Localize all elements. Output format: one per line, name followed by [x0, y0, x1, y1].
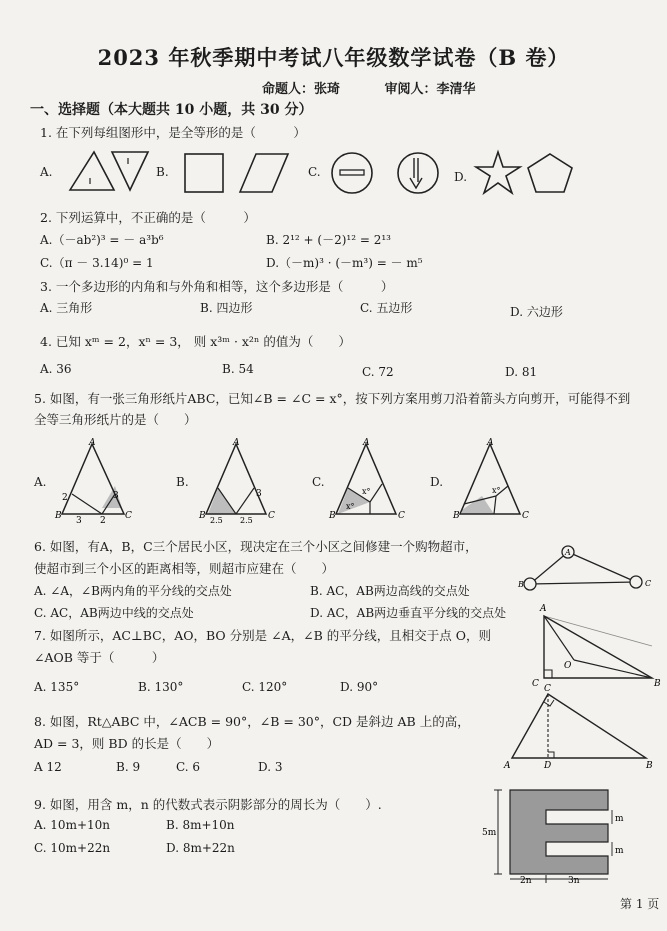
q6-stem-line2: 使超市到三个小区的距离相等，则超市应建在（ ）: [34, 561, 335, 576]
q9-figure: [476, 784, 636, 884]
q4-stem: 4. 已知 xᵐ = 2，xⁿ = 3， 则 x³ᵐ · x²ⁿ 的值为（ ）: [40, 334, 351, 349]
q9-option-d: D. 8m+22n: [166, 841, 235, 855]
q8-label-d: D: [544, 761, 552, 771]
section-heading: 一、选择题（本大题共 10 小题，共 30 分）: [30, 102, 313, 118]
q5a-label-4: 2: [100, 516, 106, 526]
q5d-label-apex: A: [487, 438, 494, 448]
q3-option-c: C. 五边形: [360, 301, 413, 315]
q7-stem-line2: ∠AOB 等于（ ）: [34, 650, 165, 665]
q5b-label-left: B: [199, 511, 206, 521]
q7-option-d: D. 90°: [340, 680, 379, 694]
q5-figure-b: [196, 436, 276, 524]
q9-label-m1: m: [615, 814, 624, 824]
q5b-label-3: 3: [256, 489, 262, 499]
q9-stem: 9. 如图，用含 m，n 的代数式表示阴影部分的周长为（ ）.: [34, 797, 382, 812]
q7-label-b: B: [654, 679, 661, 689]
q5-figure-d: [448, 436, 532, 524]
q8-option-d: D. 3: [258, 760, 283, 774]
q7-stem-line1: 7. 如图所示，AC⊥BC，AO，BO 分别是 ∠A，∠B 的平分线，且相交于点 O，则: [34, 628, 491, 643]
q5d-label-1: x°: [492, 486, 501, 495]
q3-option-b: B. 四边形: [200, 301, 253, 315]
q5a-label-3: 3: [76, 516, 82, 526]
q5-option-d: D.: [430, 475, 444, 489]
q5b-label-apex: A: [233, 438, 240, 448]
q6-option-d: D. AC，AB两边垂直平分线的交点处: [310, 606, 507, 620]
q5b-label-1: 2.5: [210, 516, 223, 525]
q5-stem-line1: 5. 如图，有一张三角形纸片ABC，已知∠B = ∠C = x°，按下列方案用剪刀沿着箭头方向剪开，可能得不到: [34, 391, 631, 406]
q9-option-b: B. 8m+10n: [166, 818, 235, 832]
q6-stem-line1: 6. 如图，有A，B，C三个居民小区，现决定在三个小区之间修建一个购物超市，: [34, 539, 478, 554]
q4-option-a: A. 36: [40, 362, 72, 376]
q5-figure-c: [326, 436, 406, 524]
q4-option-b: B. 54: [222, 362, 254, 376]
q6-option-a: A. ∠A，∠B两内角的平分线的交点处: [34, 584, 232, 598]
q1-option-d: D.: [454, 170, 468, 184]
q2-stem: 2. 下列运算中，不正确的是（ ）: [40, 210, 256, 225]
q7-label-c: C: [532, 679, 539, 689]
q2-option-d: D.（－m)³ · (－m³) = － m⁵: [266, 256, 423, 270]
q6-figure: [518, 538, 658, 604]
q6-option-c: C. AC，AB两边中线的交点处: [34, 606, 194, 620]
q2-option-b: B. 2¹² + (－2)¹² = 2¹³: [266, 233, 391, 247]
q9-label-m2: m: [615, 846, 624, 856]
q2-option-a: A.（－ab²)³ = － a³b⁶: [40, 233, 164, 247]
q9-label-height: 5m: [482, 828, 497, 838]
q4-option-c: C. 72: [362, 365, 394, 379]
q5a-label-1: 2: [62, 493, 68, 503]
q3-option-d: D. 六边形: [510, 305, 563, 319]
q6-option-b: B. AC，AB两边高线的交点处: [310, 584, 470, 598]
q5b-label-2: 2.5: [240, 516, 253, 525]
q3-option-a: A. 三角形: [40, 301, 93, 315]
q1-stem: 1. 在下列每组图形中，是全等形的是（ ）: [40, 125, 306, 140]
authors-line: [262, 78, 516, 97]
q5-option-c: C.: [312, 475, 325, 489]
q5c-label-1: x°: [362, 487, 371, 496]
q5b-label-right: C: [268, 511, 275, 521]
q1-option-a: A.: [40, 165, 53, 179]
q8-option-a: A 12: [34, 760, 62, 774]
q5-option-a: A.: [34, 475, 47, 489]
q8-label-a: A: [504, 761, 511, 771]
q5c-label-2: x°: [346, 502, 355, 511]
q8-figure: [500, 684, 660, 770]
q8-stem-line1: 8. 如图，Rt△ABC 中，∠ACB = 90°，∠B = 30°，CD 是斜边 AB 上的高，: [34, 714, 470, 729]
q5-figure-a: [52, 436, 132, 524]
q5a-label-left: B: [55, 511, 62, 521]
q6-label-b: B: [518, 580, 524, 589]
page-number: 第 1 页: [620, 897, 660, 911]
q8-label-b: B: [646, 761, 653, 771]
q1-figure-b: [182, 152, 292, 196]
q9-label-w1: 2n: [520, 876, 532, 886]
q5-option-b: B.: [176, 475, 189, 489]
q7-label-a: A: [540, 604, 547, 614]
q7-option-b: B. 130°: [138, 680, 184, 694]
page-title: 2023 年秋季期中考试八年级数学试卷（B 卷）: [97, 45, 570, 70]
q9-option-a: A. 10m+10n: [34, 818, 110, 832]
q9-option-c: C. 10m+22n: [34, 841, 111, 855]
q1-figure-c: [330, 148, 442, 198]
q1-figure-d: [472, 148, 582, 200]
q6-label-c: C: [645, 579, 652, 588]
q5c-label-right: C: [398, 511, 405, 521]
q7-option-a: A. 135°: [34, 680, 80, 694]
q7-figure: [526, 602, 662, 688]
q5-stem-line2: 全等三角形纸片的是（ ）: [34, 412, 197, 427]
q2-option-c: C.（π － 3.14)⁰ = 1: [40, 256, 154, 270]
q9-label-w2: 3n: [568, 876, 580, 886]
q5a-label-apex: A: [89, 438, 96, 448]
q1-option-b: B.: [156, 165, 169, 179]
q8-stem-line2: AD = 3，则 BD 的长是（ ）: [34, 736, 220, 751]
q5d-label-left: B: [453, 511, 460, 521]
q5c-label-apex: A: [363, 438, 370, 448]
q5a-label-right: C: [125, 511, 132, 521]
reviewer: 审阅人：李清华: [384, 82, 476, 97]
q4-option-d: D. 81: [505, 365, 538, 379]
q8-option-b: B. 9: [116, 760, 141, 774]
q5c-label-left: B: [329, 511, 336, 521]
q1-figure-a: [68, 150, 154, 194]
q7-option-c: C. 120°: [242, 680, 288, 694]
q3-stem: 3. 一个多边形的内角和与外角和相等，这个多边形是（ ）: [40, 279, 394, 294]
q6-label-a: A: [565, 548, 571, 557]
q7-label-o: O: [564, 661, 572, 671]
q5d-label-right: C: [522, 511, 529, 521]
proposer: 命题人：张琦: [262, 82, 341, 97]
q5a-label-2: 3: [113, 491, 119, 501]
q8-option-c: C. 6: [176, 760, 201, 774]
q1-option-c: C.: [308, 165, 321, 179]
q8-label-c: C: [544, 684, 551, 694]
